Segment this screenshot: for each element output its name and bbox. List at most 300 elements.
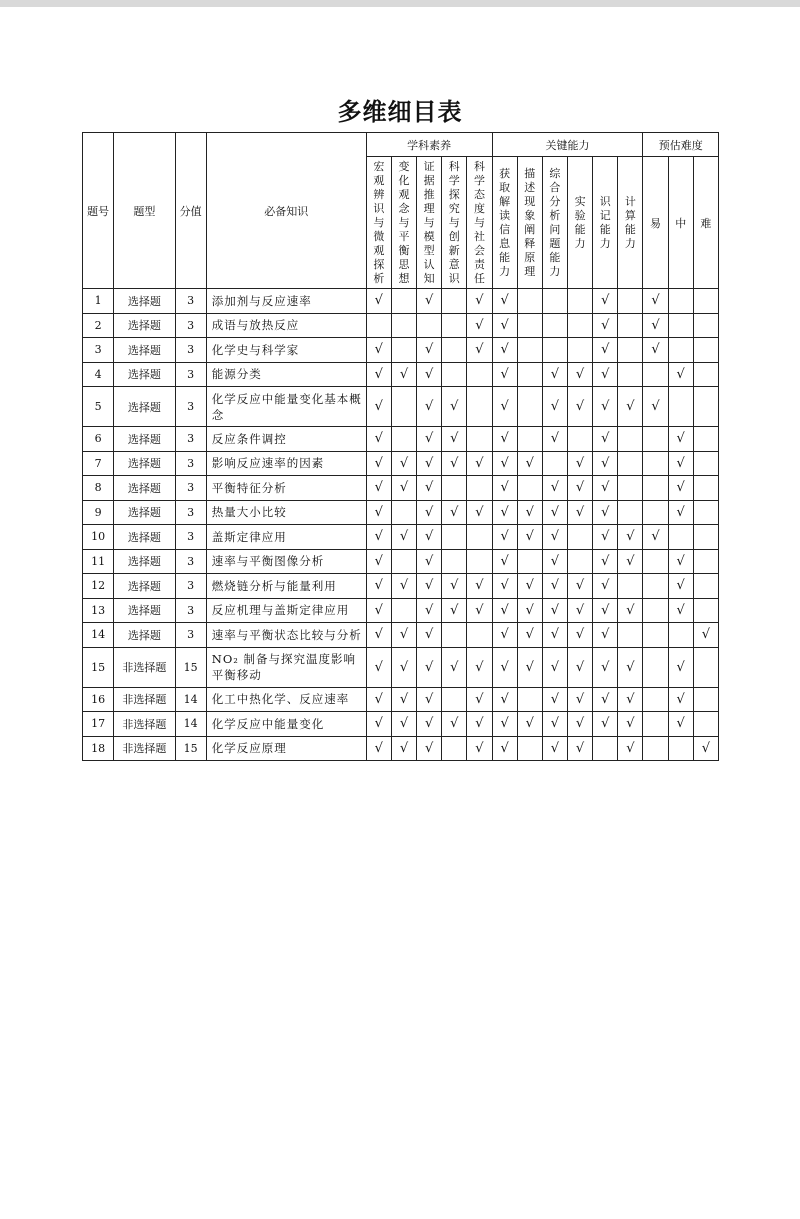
cell-type: 选择题 [114,362,175,387]
cell-type: 选择题 [114,549,175,574]
check-cell: √ [542,427,567,452]
check-cell: √ [417,476,442,501]
cell-knowledge: 能源分类 [206,362,366,387]
check-cell [517,476,542,501]
check-cell: √ [593,387,618,427]
cell-knowledge: 速率与平衡图像分析 [206,549,366,574]
check-cell: √ [542,549,567,574]
check-cell [517,549,542,574]
check-cell: √ [668,500,693,525]
cell-num: 13 [83,598,114,623]
check-cell [517,313,542,338]
check-cell: √ [568,387,593,427]
check-cell: √ [593,313,618,338]
check-cell: √ [492,623,517,648]
check-cell: √ [467,313,492,338]
table-row [83,525,719,550]
check-cell: √ [417,525,442,550]
cell-knowledge: 化学史与科学家 [206,338,366,363]
check-cell: √ [668,476,693,501]
check-cell [618,362,643,387]
check-cell: √ [568,736,593,761]
check-cell: √ [568,574,593,599]
check-cell: √ [568,362,593,387]
header-knowledge: 必备知识 [206,133,366,289]
cell-knowledge: 添加剂与反应速率 [206,289,366,314]
check-cell: √ [517,647,542,687]
check-cell: √ [366,476,391,501]
check-cell [442,687,467,712]
check-cell: √ [391,712,416,737]
check-cell: √ [417,549,442,574]
check-cell: √ [693,736,718,761]
cell-score: 15 [175,736,206,761]
check-cell: √ [517,623,542,648]
cell-knowledge: 盖斯定律应用 [206,525,366,550]
check-cell: √ [492,476,517,501]
cell-score: 15 [175,647,206,687]
check-cell [643,427,668,452]
check-cell [366,313,391,338]
check-cell: √ [618,549,643,574]
check-cell: √ [492,362,517,387]
cell-type: 非选择题 [114,687,175,712]
check-cell [643,574,668,599]
table-row [83,289,719,314]
check-cell: √ [542,647,567,687]
header-literacy-2: 变化观念与平衡思想 [391,157,416,289]
check-cell: √ [442,598,467,623]
check-cell [542,451,567,476]
check-cell: √ [542,598,567,623]
cell-score: 3 [175,427,206,452]
check-cell: √ [366,500,391,525]
header-type: 题型 [114,133,175,289]
check-cell: √ [593,598,618,623]
check-cell [668,338,693,363]
check-cell: √ [366,451,391,476]
check-cell: √ [618,736,643,761]
check-cell [391,549,416,574]
check-cell: √ [417,574,442,599]
check-cell [568,313,593,338]
check-cell [467,525,492,550]
check-cell [643,687,668,712]
check-cell [568,338,593,363]
check-cell: √ [492,387,517,427]
cell-num: 17 [83,712,114,737]
cell-score: 3 [175,623,206,648]
check-cell: √ [618,712,643,737]
check-cell [693,712,718,737]
check-cell: √ [417,451,442,476]
header-ability-1: 获取解读信息能力 [492,157,517,289]
check-cell [442,289,467,314]
check-cell [517,289,542,314]
check-cell [467,387,492,427]
check-cell: √ [668,687,693,712]
cell-knowledge: 化学反应中能量变化基本概念 [206,387,366,427]
check-cell [618,338,643,363]
check-cell: √ [542,476,567,501]
check-cell: √ [391,574,416,599]
cell-knowledge: 速率与平衡状态比较与分析 [206,623,366,648]
cell-knowledge: 反应条件调控 [206,427,366,452]
check-cell: √ [643,338,668,363]
cell-score: 3 [175,362,206,387]
check-cell [693,549,718,574]
check-cell: √ [366,623,391,648]
check-cell: √ [467,736,492,761]
cell-score: 3 [175,549,206,574]
check-cell: √ [593,549,618,574]
cell-type: 非选择题 [114,647,175,687]
cell-num: 11 [83,549,114,574]
check-cell [693,338,718,363]
check-cell [693,687,718,712]
header-num: 题号 [83,133,114,289]
check-cell [693,362,718,387]
cell-num: 9 [83,500,114,525]
check-cell [517,427,542,452]
check-cell [618,313,643,338]
check-cell [643,549,668,574]
check-cell [618,623,643,648]
header-group-ability: 关键能力 [492,133,643,157]
check-cell: √ [517,500,542,525]
check-cell: √ [618,598,643,623]
header-group-difficulty: 预估难度 [643,133,719,157]
cell-knowledge: 化工中热化学、反应速率 [206,687,366,712]
cell-num: 14 [83,623,114,648]
cell-num: 7 [83,451,114,476]
check-cell: √ [517,598,542,623]
check-cell: √ [492,500,517,525]
cell-type: 选择题 [114,338,175,363]
check-cell [442,623,467,648]
check-cell [643,362,668,387]
check-cell [391,427,416,452]
table-row [83,362,719,387]
cell-knowledge: NO₂ 制备与探究温度影响平衡移动 [206,647,366,687]
check-cell: √ [618,647,643,687]
check-cell: √ [542,687,567,712]
check-cell: √ [668,451,693,476]
check-cell [568,427,593,452]
cell-num: 6 [83,427,114,452]
check-cell [467,427,492,452]
check-cell: √ [417,500,442,525]
check-cell: √ [492,289,517,314]
cell-score: 14 [175,712,206,737]
check-cell: √ [693,623,718,648]
cell-knowledge: 反应机理与盖斯定律应用 [206,598,366,623]
check-cell: √ [467,687,492,712]
check-cell: √ [366,574,391,599]
cell-score: 3 [175,476,206,501]
header-literacy-1: 宏观辨识与微观探析 [366,157,391,289]
check-cell: √ [417,736,442,761]
check-cell: √ [442,500,467,525]
check-cell: √ [492,451,517,476]
check-cell: √ [417,362,442,387]
check-cell: √ [593,362,618,387]
check-cell: √ [593,712,618,737]
check-cell: √ [442,712,467,737]
check-cell: √ [442,427,467,452]
check-cell: √ [542,525,567,550]
check-cell [542,289,567,314]
cell-knowledge: 燃烧链分析与能量利用 [206,574,366,599]
check-cell [467,476,492,501]
cell-score: 3 [175,313,206,338]
cell-knowledge: 化学反应中能量变化 [206,712,366,737]
check-cell: √ [366,647,391,687]
cell-type: 选择题 [114,598,175,623]
check-cell: √ [417,338,442,363]
check-cell [517,736,542,761]
cell-score: 3 [175,289,206,314]
header-group-literacy: 学科素养 [366,133,492,157]
check-cell: √ [366,427,391,452]
cell-type: 选择题 [114,451,175,476]
header-literacy-5: 科学态度与社会责任 [467,157,492,289]
check-cell: √ [366,549,391,574]
check-cell: √ [542,362,567,387]
check-cell: √ [492,647,517,687]
header-literacy-4: 科学探究与创新意识 [442,157,467,289]
check-cell [517,338,542,363]
check-cell [517,687,542,712]
cell-num: 1 [83,289,114,314]
check-cell: √ [417,427,442,452]
check-cell: √ [618,387,643,427]
cell-type: 选择题 [114,574,175,599]
check-cell: √ [417,598,442,623]
check-cell: √ [366,338,391,363]
check-cell [643,736,668,761]
table-row [83,623,719,648]
check-cell [467,623,492,648]
check-cell: √ [492,574,517,599]
cell-type: 选择题 [114,623,175,648]
check-cell [618,500,643,525]
check-cell [693,525,718,550]
check-cell: √ [593,338,618,363]
check-cell: √ [366,525,391,550]
cell-score: 3 [175,387,206,427]
check-cell: √ [467,712,492,737]
check-cell: √ [442,647,467,687]
check-cell: √ [417,712,442,737]
check-cell: √ [668,712,693,737]
check-cell: √ [643,313,668,338]
check-cell: √ [593,476,618,501]
table-row [83,712,719,737]
check-cell [391,313,416,338]
cell-score: 3 [175,500,206,525]
check-cell: √ [467,338,492,363]
check-cell: √ [542,500,567,525]
check-cell [693,476,718,501]
check-cell: √ [492,427,517,452]
header-ability-6: 计算能力 [618,157,643,289]
check-cell [643,623,668,648]
check-cell: √ [593,574,618,599]
check-cell [442,362,467,387]
cell-type: 非选择题 [114,736,175,761]
table-row [83,736,719,761]
table-row [83,338,719,363]
check-cell: √ [668,362,693,387]
cell-knowledge: 影响反应速率的因素 [206,451,366,476]
check-cell: √ [593,623,618,648]
check-cell [693,647,718,687]
check-cell: √ [467,598,492,623]
check-cell: √ [568,476,593,501]
check-cell: √ [517,525,542,550]
check-cell: √ [417,623,442,648]
check-cell: √ [618,687,643,712]
check-cell: √ [542,387,567,427]
header-literacy-3: 证据推理与模型认知 [417,157,442,289]
check-cell: √ [391,525,416,550]
header-ability-5: 识记能力 [593,157,618,289]
check-cell: √ [568,598,593,623]
cell-type: 非选择题 [114,712,175,737]
check-cell: √ [517,574,542,599]
cell-type: 选择题 [114,476,175,501]
check-cell [517,362,542,387]
table-row [83,687,719,712]
check-cell [668,525,693,550]
check-cell: √ [593,647,618,687]
check-cell: √ [417,387,442,427]
check-cell: √ [542,623,567,648]
header-ability-4: 实验能力 [568,157,593,289]
cell-type: 选择题 [114,289,175,314]
table-row [83,313,719,338]
check-cell [442,525,467,550]
check-cell [693,451,718,476]
check-cell: √ [668,574,693,599]
spec-table [82,132,719,761]
check-cell [542,313,567,338]
check-cell [693,387,718,427]
check-cell [442,313,467,338]
check-cell [391,387,416,427]
table-row [83,549,719,574]
check-cell [517,387,542,427]
check-cell: √ [492,549,517,574]
cell-type: 选择题 [114,387,175,427]
check-cell: √ [442,387,467,427]
check-cell [643,647,668,687]
check-cell [442,549,467,574]
check-cell: √ [618,525,643,550]
check-cell: √ [668,427,693,452]
check-cell: √ [366,712,391,737]
check-cell: √ [391,362,416,387]
cell-knowledge: 平衡特征分析 [206,476,366,501]
cell-num: 10 [83,525,114,550]
check-cell: √ [391,736,416,761]
cell-num: 12 [83,574,114,599]
check-cell: √ [492,598,517,623]
check-cell [467,549,492,574]
check-cell: √ [542,574,567,599]
check-cell [568,525,593,550]
check-cell [618,427,643,452]
cell-num: 16 [83,687,114,712]
check-cell [693,598,718,623]
cell-score: 3 [175,338,206,363]
check-cell: √ [568,623,593,648]
check-cell [668,736,693,761]
cell-type: 选择题 [114,525,175,550]
table-row [83,647,719,687]
check-cell: √ [417,289,442,314]
table-row [83,451,719,476]
check-cell: √ [568,451,593,476]
check-cell [618,574,643,599]
check-cell [442,476,467,501]
check-cell [467,362,492,387]
check-cell: √ [668,647,693,687]
header-difficulty-hard: 难 [693,157,718,289]
cell-num: 2 [83,313,114,338]
table-row [83,574,719,599]
check-cell [417,313,442,338]
check-cell [593,736,618,761]
header-ability-3: 综合分析问题能力 [542,157,567,289]
check-cell [442,338,467,363]
cell-num: 5 [83,387,114,427]
header-ability-2: 描述现象阐释原理 [517,157,542,289]
table-row [83,427,719,452]
cell-score: 14 [175,687,206,712]
check-cell [668,313,693,338]
check-cell: √ [417,647,442,687]
cell-score: 3 [175,525,206,550]
check-cell [618,289,643,314]
check-cell: √ [366,289,391,314]
check-cell [693,427,718,452]
cell-score: 3 [175,574,206,599]
check-cell: √ [391,687,416,712]
check-cell [668,623,693,648]
check-cell: √ [442,451,467,476]
check-cell [668,387,693,427]
cell-num: 4 [83,362,114,387]
check-cell: √ [593,687,618,712]
check-cell [693,574,718,599]
cell-knowledge: 热量大小比较 [206,500,366,525]
check-cell [643,476,668,501]
check-cell: √ [593,289,618,314]
cell-num: 8 [83,476,114,501]
check-cell [568,549,593,574]
check-cell [391,500,416,525]
check-cell [693,313,718,338]
check-cell: √ [643,289,668,314]
table-row [83,387,719,427]
check-cell: √ [568,647,593,687]
header-score: 分值 [175,133,206,289]
header-difficulty-easy: 易 [643,157,668,289]
check-cell [391,338,416,363]
check-cell: √ [391,476,416,501]
